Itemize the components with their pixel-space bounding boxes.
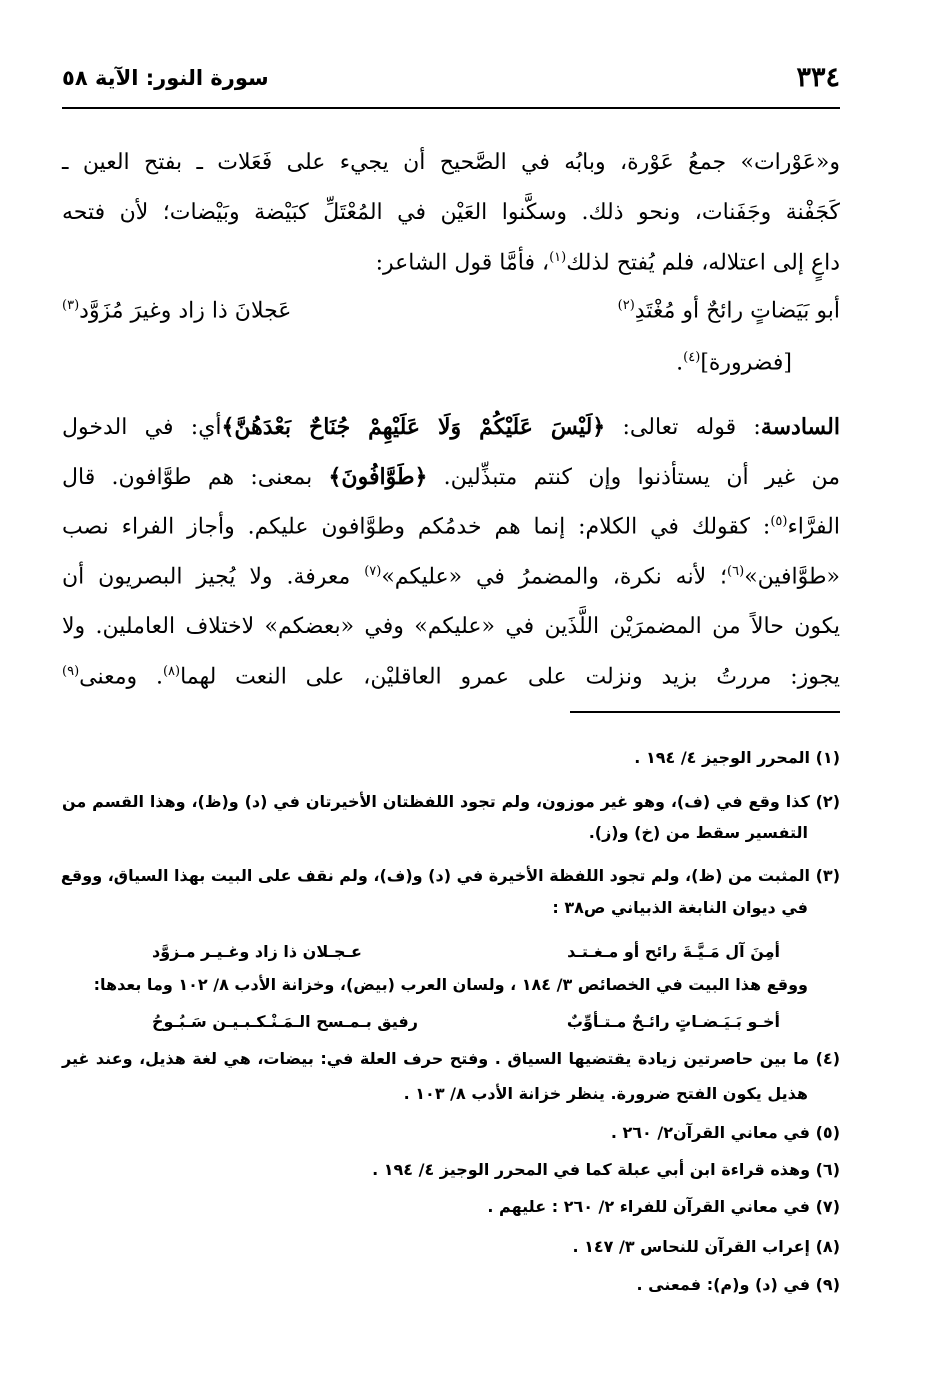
footnote-verse — [62, 942, 840, 966]
text-line: كَجَفْنة وجَفَنات، ونحو ذلك. وسكَّنوا العَيْن في المُعْتَلِّ كبَيْضة وبَيْضات؛ لأن فتحه — [62, 200, 840, 225]
footnote-verse — [62, 1012, 840, 1036]
header-rule — [62, 107, 840, 109]
footnote-ref[interactable]: (٧) — [364, 564, 382, 579]
footnote-continuation: ووقع هذا البيت في الخصائص ٣/ ١٨٤ ، ولسان العرب (بيض)، وخزانة الأدب ٨/ ١٠٢ وما بعدها: — [93, 975, 808, 994]
footnote: (٥) في معاني القرآن٢/ ٢٦٠ . — [610, 1123, 840, 1142]
footnote: (٤) ما بين حاصرتين زيادة يقتضيها السياق . وفتح حرف العلة في: بيضات، هي لغة هذيل، وعند غير — [62, 1049, 840, 1068]
footnote-ref[interactable]: (١) — [549, 250, 567, 265]
text-line: [فضرورة]$^{(٤)}$. — [676, 350, 792, 376]
verse-hemistich-first: أخـو بَـيَـضـاتٍ رائـحٌ مـتـأوِّبٌ — [566, 1012, 780, 1031]
running-title: سورة النور: الآية ٥٨ — [62, 66, 269, 90]
footnote: (١) المحرر الوجيز ٤/ ١٩٤ . — [634, 748, 840, 767]
text-line: يكون حالاً من المضمرَيْن اللَّذَين في «عليكم» وفي «بعضكم» لاختلاف العاملين. ولا — [62, 614, 840, 639]
footnote-ref[interactable]: (٨) — [162, 664, 181, 679]
verse-hemistich-first: أبو بَيَضاتٍ رائحٌ أو مُغْتَدِ$^{(٢)}$ — [617, 298, 840, 324]
footnote: (٢) كذا وقع في (ف)، وهو غير موزون، ولم تجود اللفظتان الأخيرتان في (د) و(ظ)، وهذا القسم من — [62, 792, 840, 811]
verse-hemistich-second: رفيق بـمـسح الـمَـنْـكـبـيـن سَـبُـوحُ — [152, 1012, 418, 1031]
footnote: (٧) في معاني القرآن للفراء ٢/ ٢٦٠ : عليهم . — [487, 1197, 840, 1216]
footnote-ref[interactable]: (٥) — [770, 514, 788, 529]
footnote-separator — [570, 711, 840, 713]
text-line: «طوَّافين»$^{(٦)}$؛ لأنه نكرة، والمضمرُ في «عليكم»$^{(٧)}$ معرفة. ولا يُجيز البصريون أن — [62, 564, 840, 590]
footnote-ref[interactable]: (٣) — [62, 298, 80, 313]
footnote-ref[interactable]: (٤) — [683, 350, 701, 365]
verse-hemistich-first: أمِنَ آل مَـيَّـةَ رائح أو مـغـتـد — [567, 942, 780, 961]
footnote-continuation: في ديوان النابغة الذبياني ص٣٨ : — [552, 898, 808, 917]
footnote-continuation: التفسير سقط من (خ) و(ز). — [588, 823, 808, 842]
page-header — [62, 62, 840, 102]
quran-quote: ﴿لَيْسَ عَلَيْكُمْ وَلَا عَلَيْهِمْ جُنَاحٌ بَعْدَهُنَّ﴾ — [221, 414, 606, 440]
text-line: السادسة: قوله تعالى: ﴿لَيْسَ عَلَيْكُمْ وَلَا عَلَيْهِمْ جُنَاحٌ بَعْدَهُنَّ﴾أي: في الدخول — [62, 414, 840, 440]
page-number: ٣٣٤ — [796, 62, 840, 93]
text-line: و«عَوْرات» جمعُ عَوْرة، وبابُه في الصَّحيح أن يجيء على فَعَلات ـ بفتح العين ـ — [62, 150, 840, 175]
footnote-ref[interactable]: (٢) — [617, 298, 635, 313]
section-label: السادسة — [760, 414, 840, 440]
footnote: (٨) إعراب القرآن للنحاس ٣/ ١٤٧ . — [572, 1237, 840, 1256]
text-line: يجوز: مررتُ بزيد ونزلت على عمرو العاقليْن، على النعت لهما$^{(٨)}$. ومعنى$^{(٩)}$ — [62, 664, 840, 690]
footnote-ref[interactable]: (٦) — [727, 564, 745, 579]
footnote: (٦) وهذه قراءة ابن أبي عبلة كما في المحرر الوجيز ٤/ ١٩٤ . — [372, 1160, 840, 1179]
text-line: الفرَّاء$^{(٥)}$: كقولك في الكلام: إنما هم خدمُكم وطوَّافون عليكم. وأجاز الفراء نصب — [62, 514, 840, 540]
text-line: من غير أن يستأذنوا وإن كنتم متبذِّلين. ﴿طَوَّافُونَ﴾ بمعنى: هم طوَّافون. قال — [62, 464, 841, 490]
quran-quote: ﴿طَوَّافُونَ﴾ — [328, 464, 428, 490]
footnote: (٩) في (د) و(م): فمعنى . — [636, 1275, 840, 1294]
footnote-ref[interactable]: (٩) — [62, 664, 80, 679]
verse-hemistich-second: عَجلانَ ذا زاد وغيرَ مُزَوَّد$^{(٣)}$ — [62, 298, 292, 324]
footnote: (٣) المثبت من (ظ)، ولم تجود اللفظة الأخيرة في (د) و(ف)، ولم نقف على البيت بهذا السياق، ووقع — [60, 866, 840, 885]
poetry-verse — [62, 298, 840, 332]
verse-hemistich-second: عـجـلان ذا زاد وغـيـر مـزوَّد — [152, 942, 362, 961]
footnote-continuation: هذيل يكون الفتح ضرورة. ينظر خزانة الأدب ٨/ ١٠٣ . — [403, 1084, 808, 1103]
text-line: داعٍ إلى اعتلاله، فلم يُفتح لذلك$^{(١)}$، فأمَّا قول الشاعر: — [375, 250, 840, 276]
